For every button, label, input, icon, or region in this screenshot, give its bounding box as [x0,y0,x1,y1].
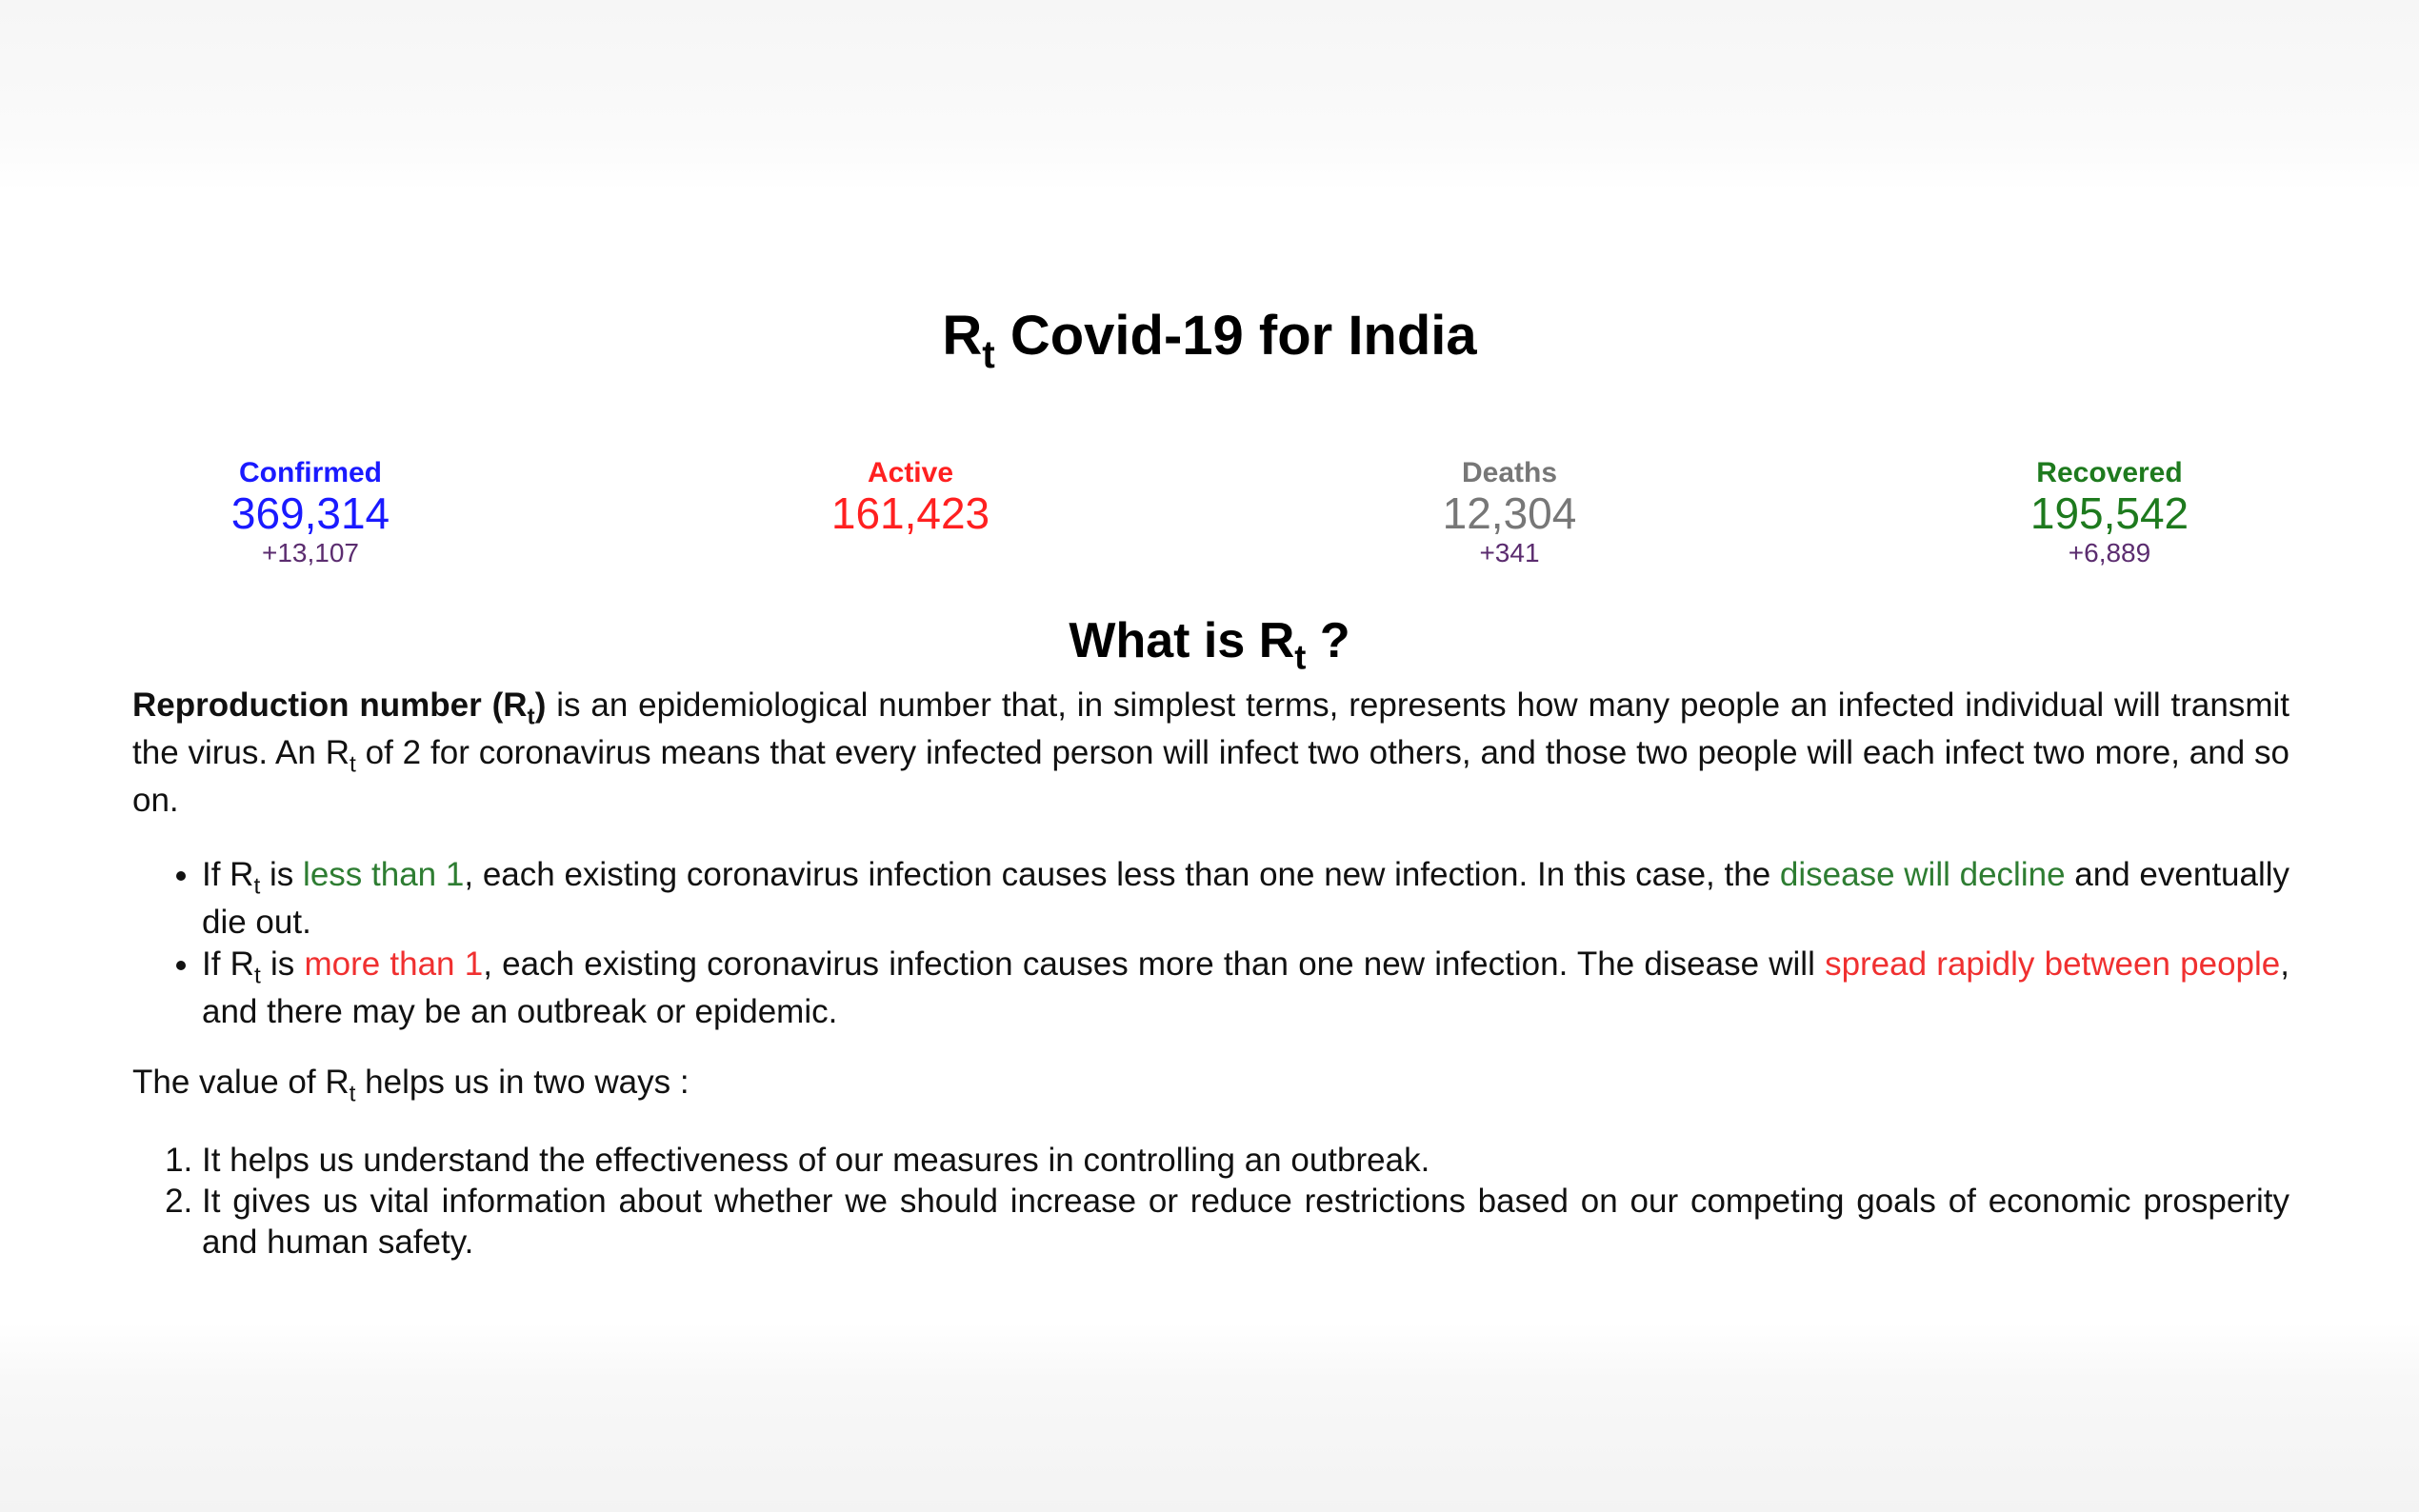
stat-value: 369,314 [230,488,390,538]
value-intro: The value of $R_t$ helps us in two ways : [132,1064,690,1107]
title-subscript: t [982,332,995,377]
what-subscript: t [1294,637,1307,677]
stat-value: 161,423 [830,488,990,538]
title-r: R [942,305,983,367]
stat-label: Recovered [2036,457,2183,488]
stat-delta: +6,889 [2068,538,2151,567]
highlight-spread-rapidly: spread rapidly between people [1825,945,2281,983]
stat-recovered [1919,457,2300,569]
stats-row [0,457,2419,571]
what-text: What is R [1069,613,1295,668]
definition-term: Reproduction number $(R_t)$ [132,686,547,730]
stat-delta: +341 [1479,538,1540,567]
page-title [0,303,2419,377]
stat-value: 12,304 [1442,488,1577,538]
stat-deaths [1319,457,1700,569]
stat-delta: +13,107 [262,538,359,567]
ways-list [132,1140,2289,1263]
highlight-disease-decline: disease will decline [1779,856,2066,893]
highlight-less-than-1: less than 1 [303,856,465,893]
stat-label: Active [867,457,954,488]
stat-value: 195,542 [2029,488,2189,538]
what-suffix: ? [1306,613,1350,668]
content-body [132,682,2289,1263]
definition-paragraph: Reproduction number $(R_t)$ is an epidemiological number that, in simplest terms, represents how many people an infected individual will transmit the virus. An $R_t$ of 2 for coronavirus means that every infected person will infect two others, and those two people will each infect two more, and so on. [132,686,2289,819]
stat-label: Confirmed [239,457,382,488]
stat-active [720,457,1101,537]
list-item: 1. It helps us understand the effectiveness of our measures in controlling an outbreak. [202,1140,2289,1181]
list-item: • If $R_t$ is less than 1, each existing coronavirus infection causes less than one new infection. In this case, the disease will decline and eventually die out. [202,851,2289,946]
rt-conditions-list [132,851,2289,1036]
list-item: 2. It gives us vital information about whether we should increase or reduce restrictions based on our competing goals of economic prosperity and human safety. [202,1181,2289,1263]
title-text: Covid-19 for India [994,305,1477,367]
highlight-more-than-1: more than 1 [304,945,484,983]
stat-label: Deaths [1461,457,1558,488]
stat-confirmed [120,457,501,569]
what-is-rt-heading [0,611,2419,677]
list-item: • If $R_t$ is more than 1, each existing coronavirus infection causes more than one new infection. The disease will spread rapidly between people, and there may be an outbreak or epidemic. [202,941,2289,1036]
